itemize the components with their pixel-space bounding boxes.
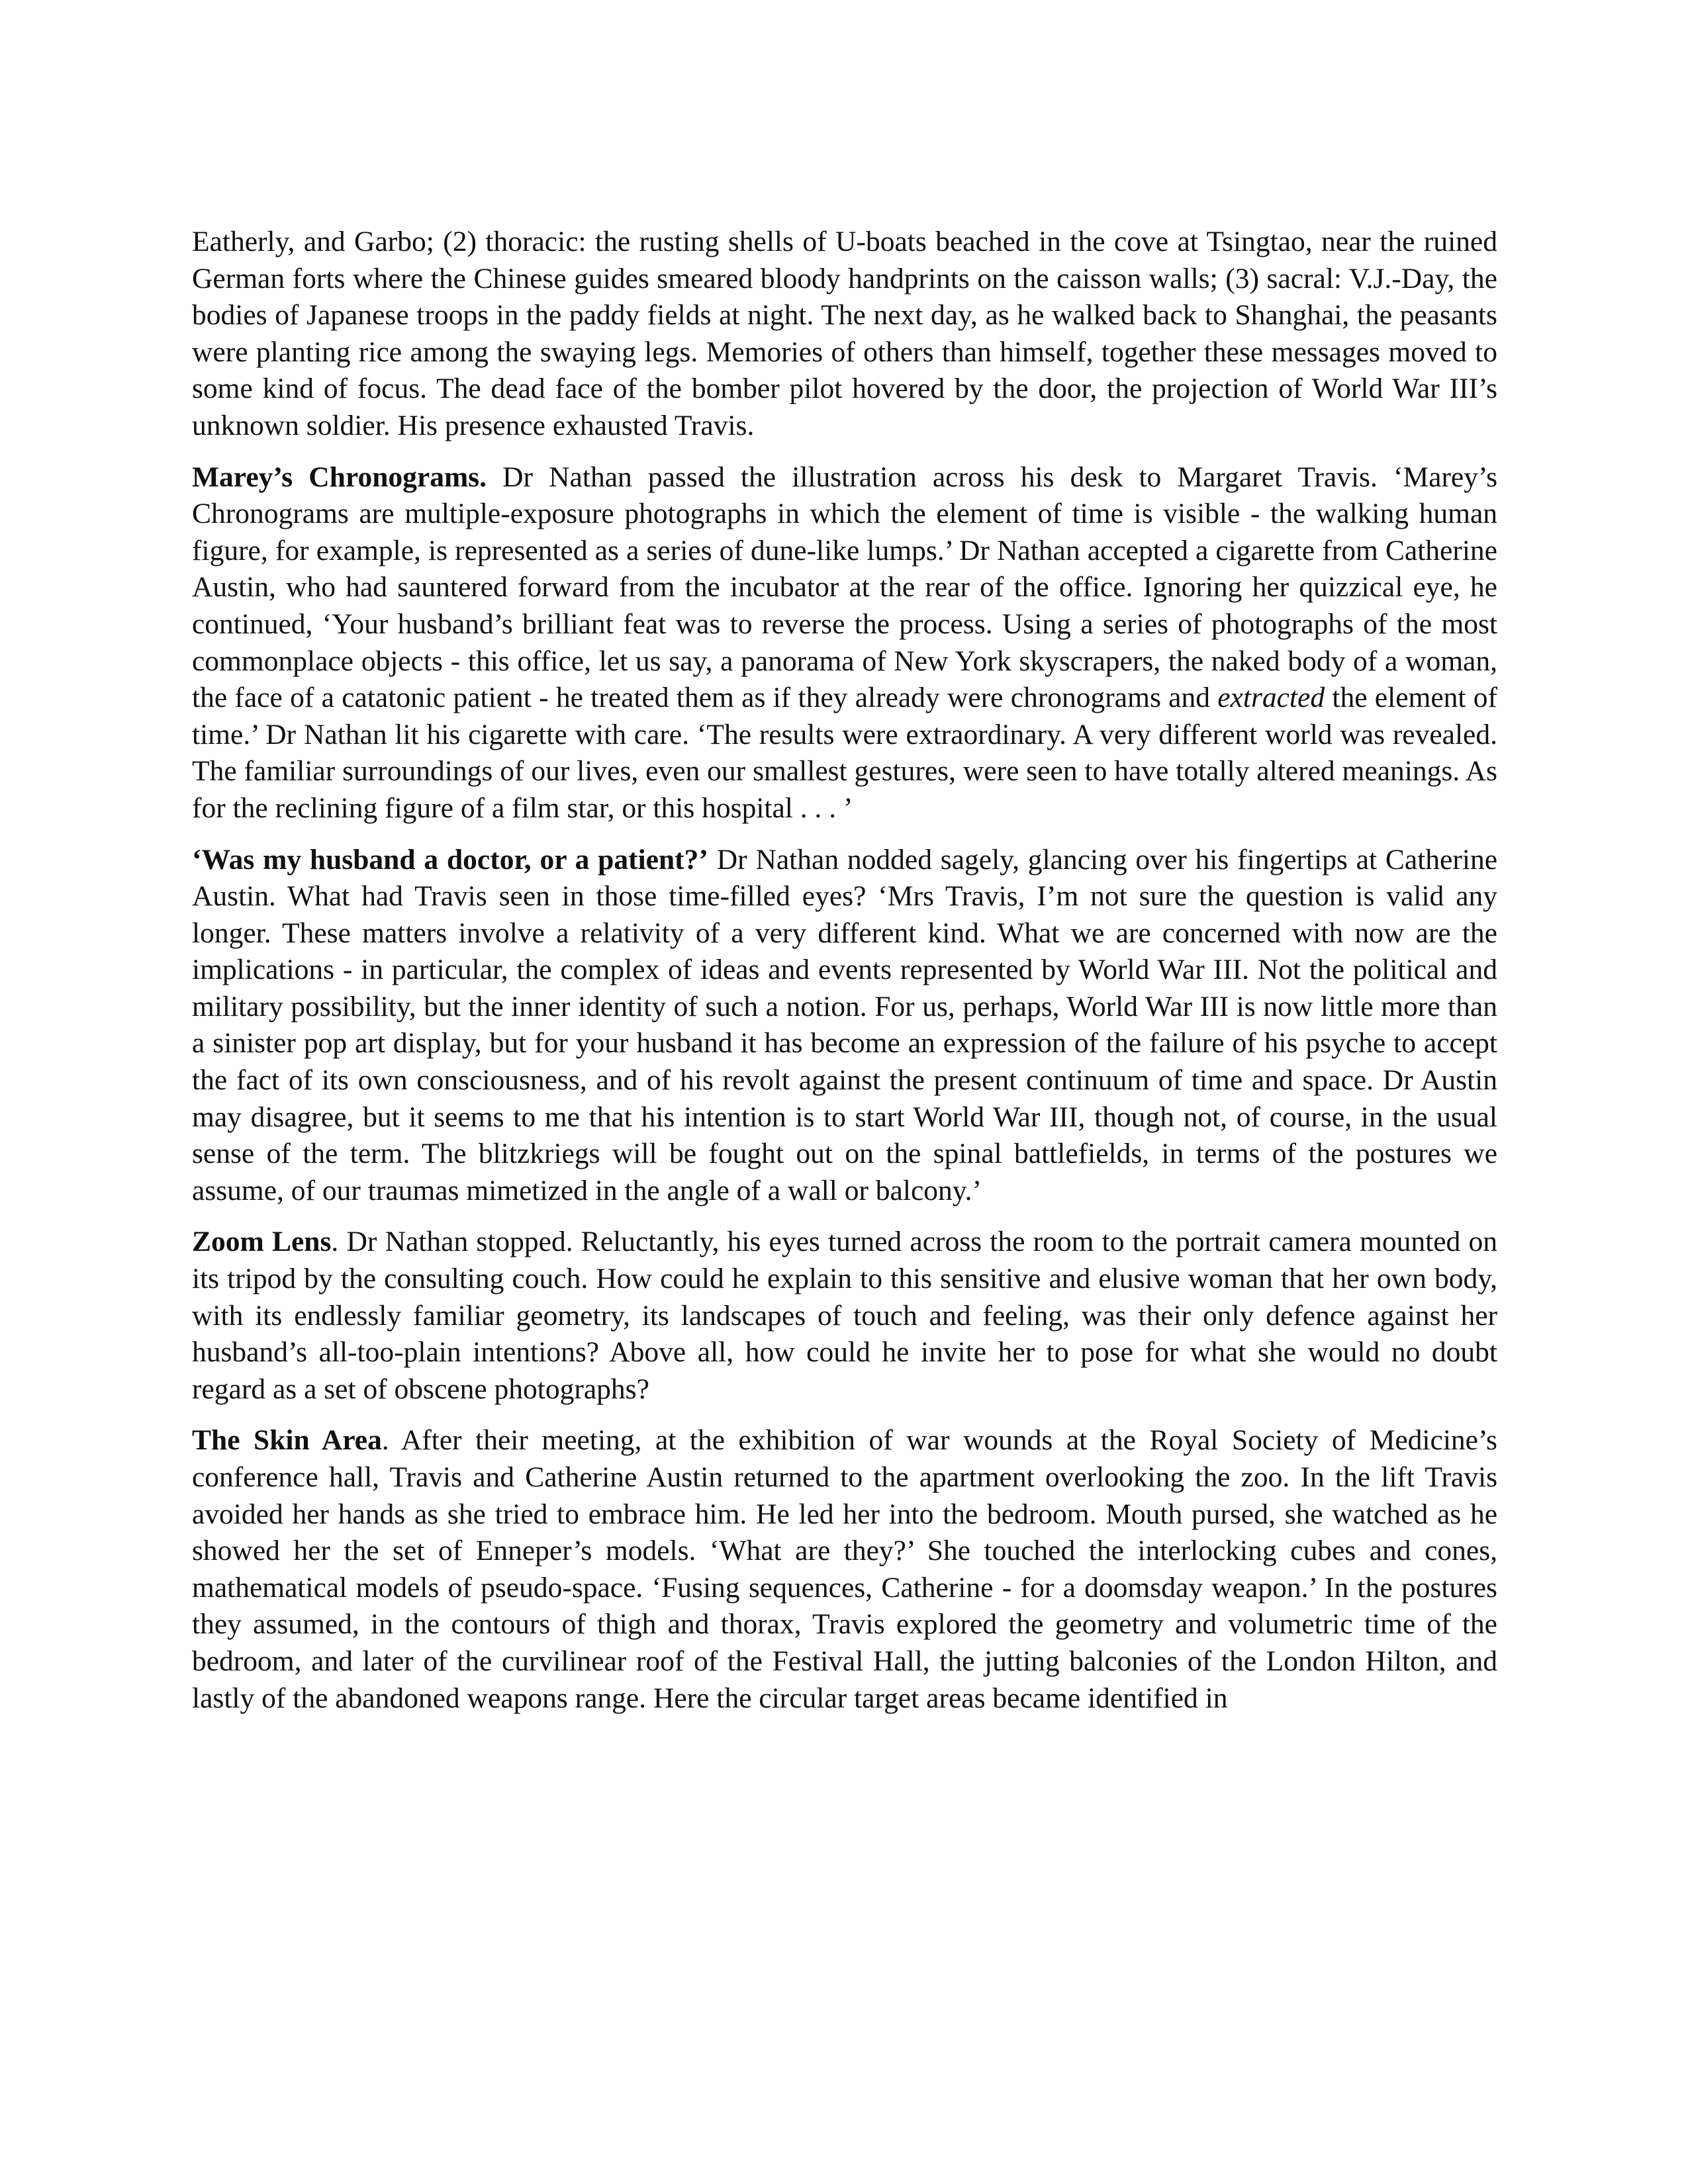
paragraph-1 [192, 224, 1497, 445]
emphasis-extracted: extracted [1217, 682, 1325, 714]
section-heading-husband-question: ‘Was my husband a doctor, or a patient?’ [192, 843, 708, 876]
paragraph-2-text-end: the element of time.’ Dr Nathan lit his cigarette with care. ‘The results were extraordinary. A very different world was revealed. The familiar surroundings of our lives, even our smallest gestures, were seen to have totally altered meanings. As for the reclining figure of a film star, or this hospital . . . ’ [192, 682, 1498, 824]
paragraph-3 [192, 842, 1497, 1210]
paragraph-4 [192, 1224, 1497, 1408]
section-heading-mareys-chronograms: Marey’s Chronograms. [192, 461, 487, 493]
paragraph-4-text: . Dr Nathan stopped. Reluctantly, his eyes turned across the room to the portrait camera mounted on its tripod by the consulting couch. How could he explain to this sensitive and elusive woman that her own body, with its endlessly familiar geometry, its landscapes of touch and feeling, was their only defence against her husband’s all-too-plain intentions? Above all, how could he invite her to pose for what she would no doubt regard as a set of obscene photographs? [192, 1226, 1497, 1405]
paragraph-5 [192, 1422, 1497, 1717]
document-page [192, 224, 1497, 1731]
section-heading-skin-area: The Skin Area [192, 1424, 382, 1457]
paragraph-2-text-start: Dr Nathan passed the illustration across his desk to Margaret Travis. ‘Marey’s Chronograms are multiple-exposure photographs in which the element of time is visible - the walking human figure, for example, is represented as a series of dune-like lumps.’ Dr Nathan accepted a cigarette from Catherine Austin, who had sauntered forward from the incubator at the rear of the office. Ignoring her quizzical eye, he continued, ‘Your husband’s brilliant feat was to reverse the process. Using a series of photographs of the most commonplace objects - this office, let us say, a panorama of New York skyscrapers, the naked body of a woman, the face of a catatonic patient - he treated them as if they already were chronograms and [192, 461, 1497, 714]
section-heading-zoom-lens: Zoom Lens [192, 1226, 332, 1258]
paragraph-5-text: . After their meeting, at the exhibition of war wounds at the Royal Society of Medicine’s conference hall, Travis and Catherine Austin returned to the apartment overlooking the zoo. In the lift Travis avoided her hands as she tried to embrace him. He led her into the bedroom. Mouth pursed, she watched as he showed her the set of Enneper’s models. ‘What are they?’ She touched the interlocking cubes and cones, mathematical models of pseudo-space. ‘Fusing sequences, Catherine - for a doomsday weapon.’ In the postures they assumed, in the contours of thigh and thorax, Travis explored the geometry and volumetric time of the bedroom, and later of the curvilinear roof of the Festival Hall, the jutting balconies of the London Hilton, and lastly of the abandoned weapons range. Here the circular target areas became identified in [192, 1424, 1497, 1714]
paragraph-3-text: Dr Nathan nodded sagely, glancing over his fingertips at Catherine Austin. What had Travis seen in those time-filled eyes? ‘Mrs Travis, I’m not sure the question is valid any longer. These matters involve a relativity of a very different kind. What we are concerned with now are the implications - in particular, the complex of ideas and events represented by World War III. Not the political and military possibility, but the inner identity of such a notion. For us, perhaps, World War III is now little more than a sinister pop art display, but for your husband it has become an expression of the failure of his psyche to accept the fact of its own consciousness, and of his revolt against the present continuum of time and space. Dr Austin may disagree, but it seems to me that his intention is to start World War III, though not, of course, in the usual sense of the term. The blitzkriegs will be fought out on the spinal battlefields, in terms of the postures we assume, of our traumas mimetized in the angle of a wall or balcony.’ [192, 843, 1497, 1206]
paragraph-2 [192, 459, 1497, 827]
paragraph-1-text: Eatherly, and Garbo; (2) thoracic: the rusting shells of U-boats beached in the cove at Tsingtao, near the ruined German forts where the Chinese guides smeared bloody handprints on the caisson walls; (3) sacral: V.J.-Day, the bodies of Japanese troops in the paddy fields at night. The next day, as he walked back to Shanghai, the peasants were planting rice among the swaying legs. Memories of others than himself, together these messages moved to some kind of focus. The dead face of the bomber pilot hovered by the door, the projection of World War III’s unknown soldier. His presence exhausted Travis. [192, 226, 1497, 441]
